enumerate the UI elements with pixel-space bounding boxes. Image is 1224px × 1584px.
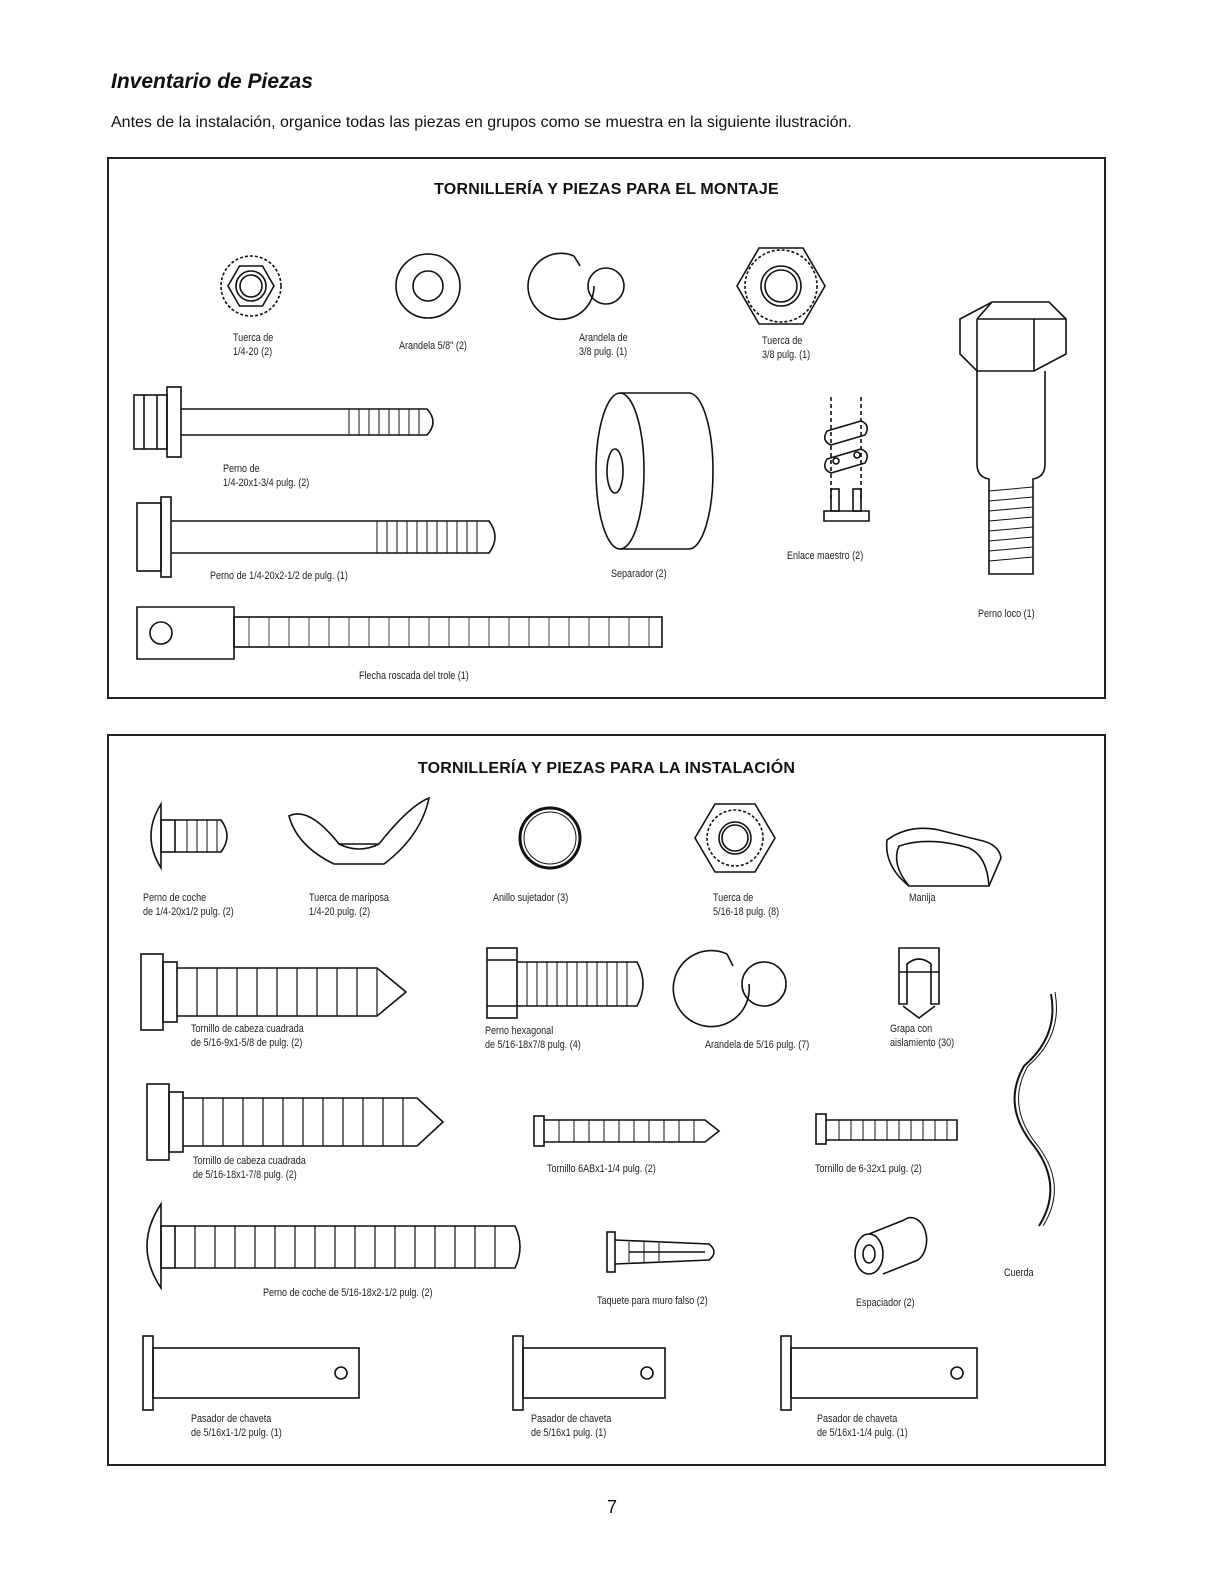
screw-6ab-icon	[534, 1116, 719, 1146]
part-label: Perno de 1/4-20x1-3/4 pulg. (2)	[223, 463, 310, 489]
lag-screw-short-icon	[141, 954, 406, 1030]
keps-nut-icon	[221, 256, 281, 316]
split-washer-icon	[528, 253, 624, 319]
part-label: Tornillo 6ABx1-1/4 pulg. (2)	[547, 1163, 656, 1175]
clevis-pin-long-icon	[143, 1336, 359, 1410]
mounting-hardware-panel	[107, 157, 1106, 699]
master-link-icon	[824, 397, 869, 521]
lag-screw-long-icon	[147, 1084, 443, 1160]
page-number: 7	[606, 1497, 617, 1517]
part-label: Perno de coche de 1/4-20x1/2 pulg. (2)	[143, 892, 234, 918]
spacer-tube-icon	[855, 1218, 927, 1274]
part-label: Anillo sujetador (3)	[493, 892, 569, 904]
part-label: Perno de coche de 5/16-18x2-1/2 pulg. (2)	[263, 1287, 433, 1299]
part-label: Taquete para muro falso (2)	[597, 1295, 708, 1307]
part-label: Pasador de chaveta de 5/16x1-1/2 pulg. (1)	[191, 1413, 282, 1439]
part-label: Tuerca de 5/16-18 pulg. (8)	[713, 892, 780, 918]
part-label: Perno de 1/4-20x2-1/2 de pulg. (1)	[210, 570, 348, 582]
carriage-bolt-small-icon	[151, 804, 227, 868]
page-heading: Inventario de Piezas	[111, 70, 313, 93]
hex-nut-icon	[737, 248, 825, 324]
spacer-roller-icon	[596, 393, 713, 549]
part-label: Perno hexagonal de 5/16-18x7/8 pulg. (4)	[485, 1025, 581, 1051]
flat-washer-icon	[396, 254, 460, 318]
installation-hardware-panel	[107, 734, 1106, 1466]
installation-hardware-drawing	[109, 736, 1108, 1468]
insulated-staple-icon	[899, 948, 939, 1018]
part-label: Flecha roscada del trole (1)	[359, 670, 469, 682]
part-label: Cuerda	[1004, 1267, 1034, 1279]
intro-text: Antes de la instalación, organice todas las piezas en grupos como se muestra en la siguiente ilustración.	[111, 114, 852, 131]
part-label: Separador (2)	[611, 568, 667, 580]
part-label: Tornillo de cabeza cuadrada de 5/16-18x1-7/8 pulg. (2)	[193, 1155, 306, 1181]
installation-panel-title: TORNILLERÍA Y PIEZAS PARA LA INSTALACIÓN	[417, 760, 796, 777]
part-label: Arandela de 3/8 pulg. (1)	[579, 332, 628, 358]
part-label: Tuerca de mariposa 1/4-20 pulg. (2)	[309, 892, 389, 918]
clevis-pin-short-icon	[513, 1336, 665, 1410]
part-label: Perno loco (1)	[978, 608, 1035, 620]
mounting-panel-title: TORNILLERÍA Y PIEZAS PARA EL MONTAJE	[434, 181, 779, 198]
hex-bolt-icon	[487, 948, 643, 1018]
handle-icon	[887, 828, 1001, 886]
wing-nut-icon	[289, 798, 429, 864]
bolt-short-icon	[134, 387, 433, 457]
part-label: Espaciador (2)	[856, 1297, 915, 1309]
bolt-long-icon	[137, 497, 495, 577]
retaining-ring-icon	[520, 808, 580, 868]
part-label: Arandela 5/8" (2)	[399, 340, 467, 352]
part-label: Tornillo de cabeza cuadrada de 5/16-9x1-5/8 de pulg. (2)	[191, 1023, 304, 1049]
idler-bolt-icon	[960, 302, 1066, 574]
drywall-anchor-icon	[607, 1232, 714, 1272]
part-label: Tuerca de 1/4-20 (2)	[233, 332, 274, 358]
clevis-pin-medium-icon	[781, 1336, 977, 1410]
part-label: Tornillo de 6-32x1 pulg. (2)	[815, 1163, 922, 1175]
rope-icon	[1015, 992, 1057, 1226]
mounting-hardware-drawing	[109, 159, 1108, 701]
lock-washer-5-16-icon	[673, 951, 786, 1027]
hex-nut-5-16-icon	[695, 804, 775, 872]
carriage-bolt-long-icon	[147, 1204, 520, 1288]
part-label: Grapa con aislamiento (30)	[890, 1023, 955, 1049]
screw-6-32-icon	[816, 1114, 957, 1144]
part-label: Manija	[909, 892, 936, 904]
part-label: Tuerca de 3/8 pulg. (1)	[762, 335, 811, 361]
trolley-threaded-shaft-icon	[137, 607, 662, 659]
part-label: Pasador de chaveta de 5/16x1 pulg. (1)	[531, 1413, 612, 1439]
part-label: Pasador de chaveta de 5/16x1-1/4 pulg. (1)	[817, 1413, 908, 1439]
part-label: Arandela de 5/16 pulg. (7)	[705, 1039, 810, 1051]
part-label: Enlace maestro (2)	[787, 550, 864, 562]
